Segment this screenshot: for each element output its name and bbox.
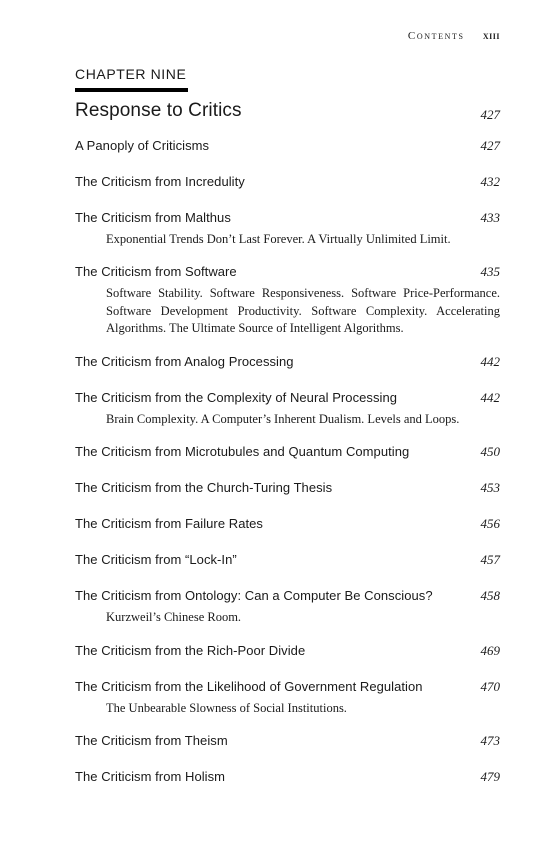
toc-entry-line [75, 138, 500, 154]
toc-entry [75, 516, 500, 532]
toc-entry-title: The Criticism from Failure Rates [75, 516, 263, 531]
toc-entry-title: The Criticism from Ontology: Can a Computer Be Conscious? [75, 588, 433, 603]
toc-entry-line [75, 174, 500, 190]
toc-entry-line [75, 588, 500, 604]
toc-entry-title: A Panoply of Criticisms [75, 138, 210, 153]
toc-entry-title: The Criticism from the Rich-Poor Divide [75, 643, 306, 658]
toc-entry-page-number: 470 [480, 679, 500, 694]
toc-entry-title: The Criticism from the Likelihood of Government Regulation [75, 679, 423, 694]
toc-entry [75, 138, 500, 154]
toc-entry-line [75, 354, 500, 370]
toc-entry [75, 390, 500, 429]
toc-entry-title: The Criticism from Holism [75, 769, 226, 784]
toc-entry-line [75, 390, 500, 406]
toc-entry-page-number: 433 [480, 210, 500, 225]
toc-entry-page-number: 457 [480, 552, 500, 567]
toc-entry-page-number: 442 [480, 354, 500, 369]
toc-entry-page-number: 453 [480, 480, 500, 495]
toc-entry [75, 643, 500, 659]
toc-entry-title: The Criticism from Incredulity [75, 174, 245, 189]
toc-entry-line [75, 516, 500, 532]
toc-entry-line [75, 733, 500, 749]
toc-entry-line [75, 480, 500, 496]
toc-entry [75, 444, 500, 460]
toc-entry-page-number: 427 [480, 138, 500, 153]
running-head-title: Contents [407, 30, 465, 42]
toc-entry-title: The Criticism from the Complexity of Neural Processing [75, 390, 398, 405]
toc-entry-page-number: 435 [480, 264, 500, 279]
toc-entry-line [75, 679, 500, 695]
toc-entry-title: The Criticism from the Church-Turing Thesis [75, 480, 333, 495]
toc-entry-line [75, 210, 500, 226]
toc-entry-subtopics: Brain Complexity. A Computer’s Inherent Dualism. Levels and Loops. [106, 412, 460, 426]
toc-entry-subtopics: Software Stability. Software Responsiveness. Software Price-Performance. Software Development Productivity. Software Complexity. Accelerating Algorithms. The Ultimate Source of Intelligent Algorithms. [106, 286, 500, 335]
toc-entry-page-number: 469 [480, 643, 500, 658]
toc-entry [75, 480, 500, 496]
toc-entry-line [75, 643, 500, 659]
toc-entry [75, 354, 500, 370]
toc-entry-page-number: 479 [480, 769, 500, 784]
toc-entry-page-number: 458 [480, 588, 500, 603]
toc-entry-title: The Criticism from Analog Processing [75, 354, 294, 369]
chapter-label: CHAPTER NINE [75, 66, 187, 82]
toc-entry [75, 733, 500, 749]
toc-entry-title: The Criticism from “Lock-In” [75, 552, 237, 567]
toc-entry [75, 769, 500, 785]
toc-entry-page-number: 442 [480, 390, 500, 405]
toc-entry-subtopics: The Unbearable Slowness of Social Institutions. [106, 701, 347, 715]
toc-entry [75, 552, 500, 568]
toc-entry [75, 174, 500, 190]
chapter-rule-divider [75, 88, 188, 92]
toc-entry-page-number: 432 [480, 174, 500, 189]
toc-entry [75, 210, 500, 249]
toc-entry-title: The Criticism from Microtubules and Quantum Computing [75, 444, 410, 459]
toc-entry-title: The Criticism from Software [75, 264, 237, 279]
toc-entry-line [75, 769, 500, 785]
toc-entry-subtopics: Exponential Trends Don’t Last Forever. A Virtually Unlimited Limit. [106, 232, 451, 246]
toc-entry-page-number: 450 [480, 444, 500, 459]
toc-entry-subtopics: Kurzweil’s Chinese Room. [106, 610, 242, 624]
toc-entry-line [75, 552, 500, 568]
toc-entry-page-number: 456 [480, 516, 500, 531]
running-head-page-number: xiii [482, 30, 500, 42]
chapter-title: Response to Critics [75, 100, 242, 121]
running-head [408, 30, 500, 42]
toc-entry-title: The Criticism from Theism [75, 733, 228, 748]
toc-entry-title: The Criticism from Malthus [75, 210, 231, 225]
toc-entry [75, 588, 500, 627]
toc-entry [75, 679, 500, 718]
toc-entry [75, 264, 500, 338]
toc-entry-line [75, 444, 500, 460]
chapter-page-number: 427 [480, 107, 500, 122]
toc-entry-line [75, 264, 500, 280]
toc-entry-page-number: 473 [480, 733, 500, 748]
